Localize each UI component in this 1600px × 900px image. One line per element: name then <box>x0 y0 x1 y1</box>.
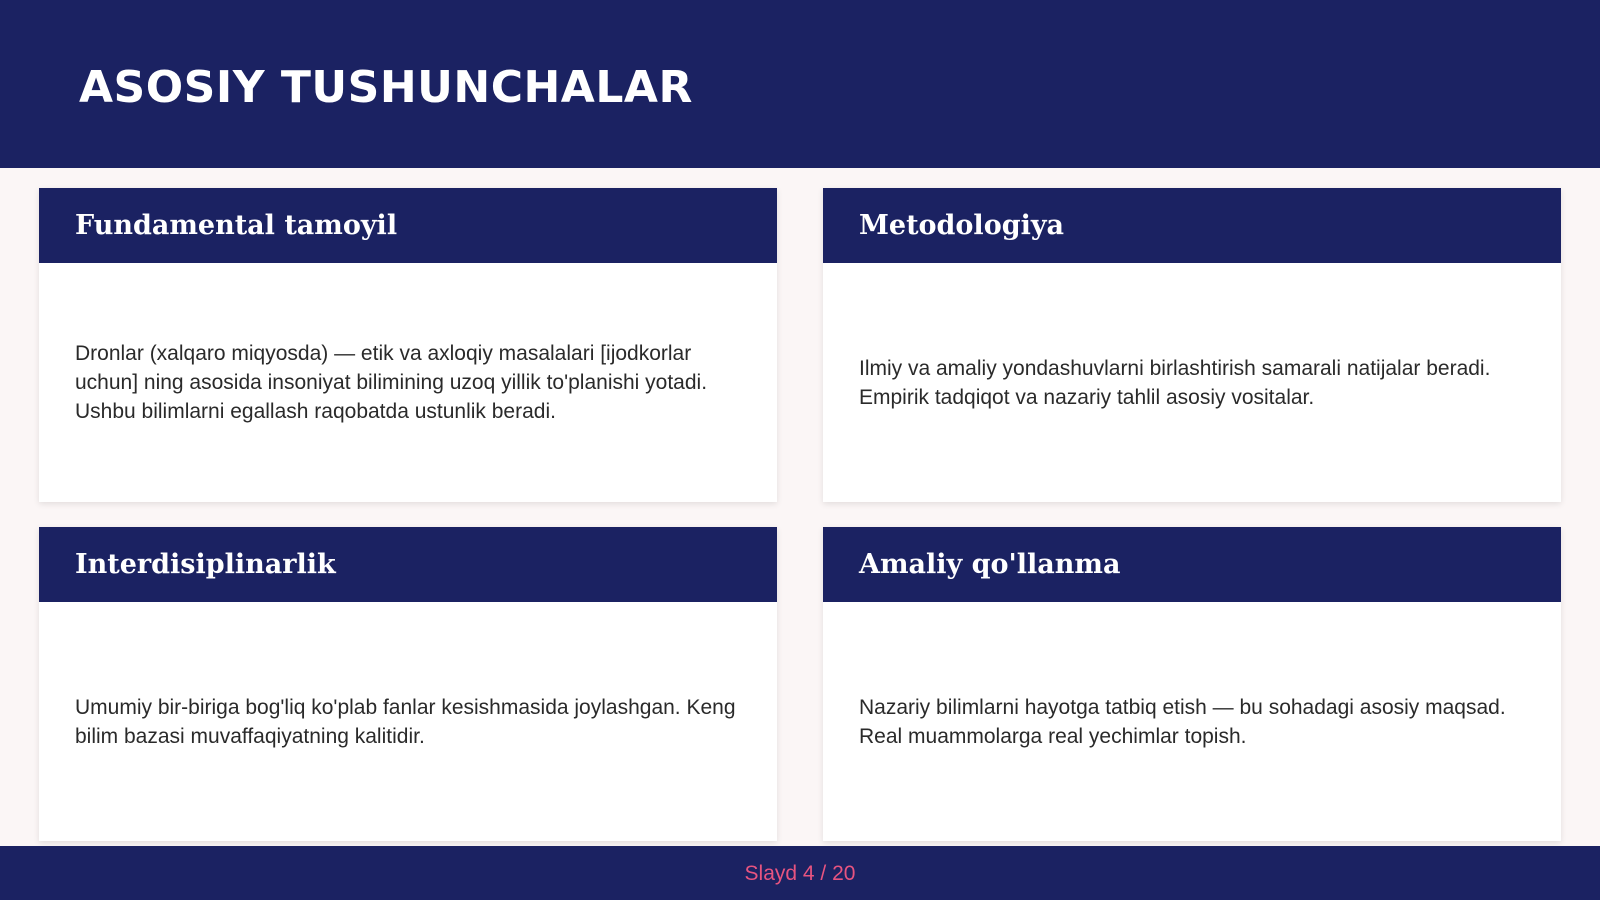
card-interdisiplinarlik <box>39 527 777 841</box>
card-body <box>75 602 741 841</box>
card-body <box>859 602 1525 841</box>
card-header <box>39 188 777 263</box>
slide-counter: Slayd 4 / 20 <box>744 862 856 885</box>
card-metodologiya <box>823 188 1561 502</box>
card-amaliy-qollanma <box>823 527 1561 841</box>
card-text: Nazariy bilimlarni hayotga tatbiq etish — bu sohadagi asosiy maqsad. Real muammolarga real yechimlar topish. <box>859 695 1506 748</box>
page-title: ASOSIY TUSHUNCHALAR <box>79 62 693 113</box>
card-header <box>39 527 777 602</box>
header-bar <box>0 0 1600 168</box>
footer-bar <box>0 846 1600 900</box>
card-body <box>859 263 1525 502</box>
card-fundamental-tamoyil <box>39 188 777 502</box>
card-title: Amaliy qo'llanma <box>859 549 1121 580</box>
card-text: Dronlar (xalqaro miqyosda) — etik va axloqiy masalalari [ijodkorlar uchun] ning asosida insoniyat bilimining uzoq yillik to'planishi yotadi. Ushbu bilimlarni egallash raqobatda ustunlik beradi. <box>75 342 708 423</box>
card-header <box>823 188 1561 263</box>
card-body <box>75 263 741 502</box>
card-title: Interdisiplinarlik <box>75 549 336 580</box>
card-header <box>823 527 1561 602</box>
card-text: Umumiy bir-biriga bog'liq ko'plab fanlar kesishmasida joylashgan. Keng bilim bazasi muvaffaqiyatning kalitidir. <box>75 695 736 748</box>
card-title: Fundamental tamoyil <box>75 210 398 241</box>
card-text: Ilmiy va amaliy yondashuvlarni birlashtirish samarali natijalar beradi. Empirik tadqiqot va nazariy tahlil asosiy vositalar. <box>859 356 1491 409</box>
card-title: Metodologiya <box>859 210 1065 241</box>
